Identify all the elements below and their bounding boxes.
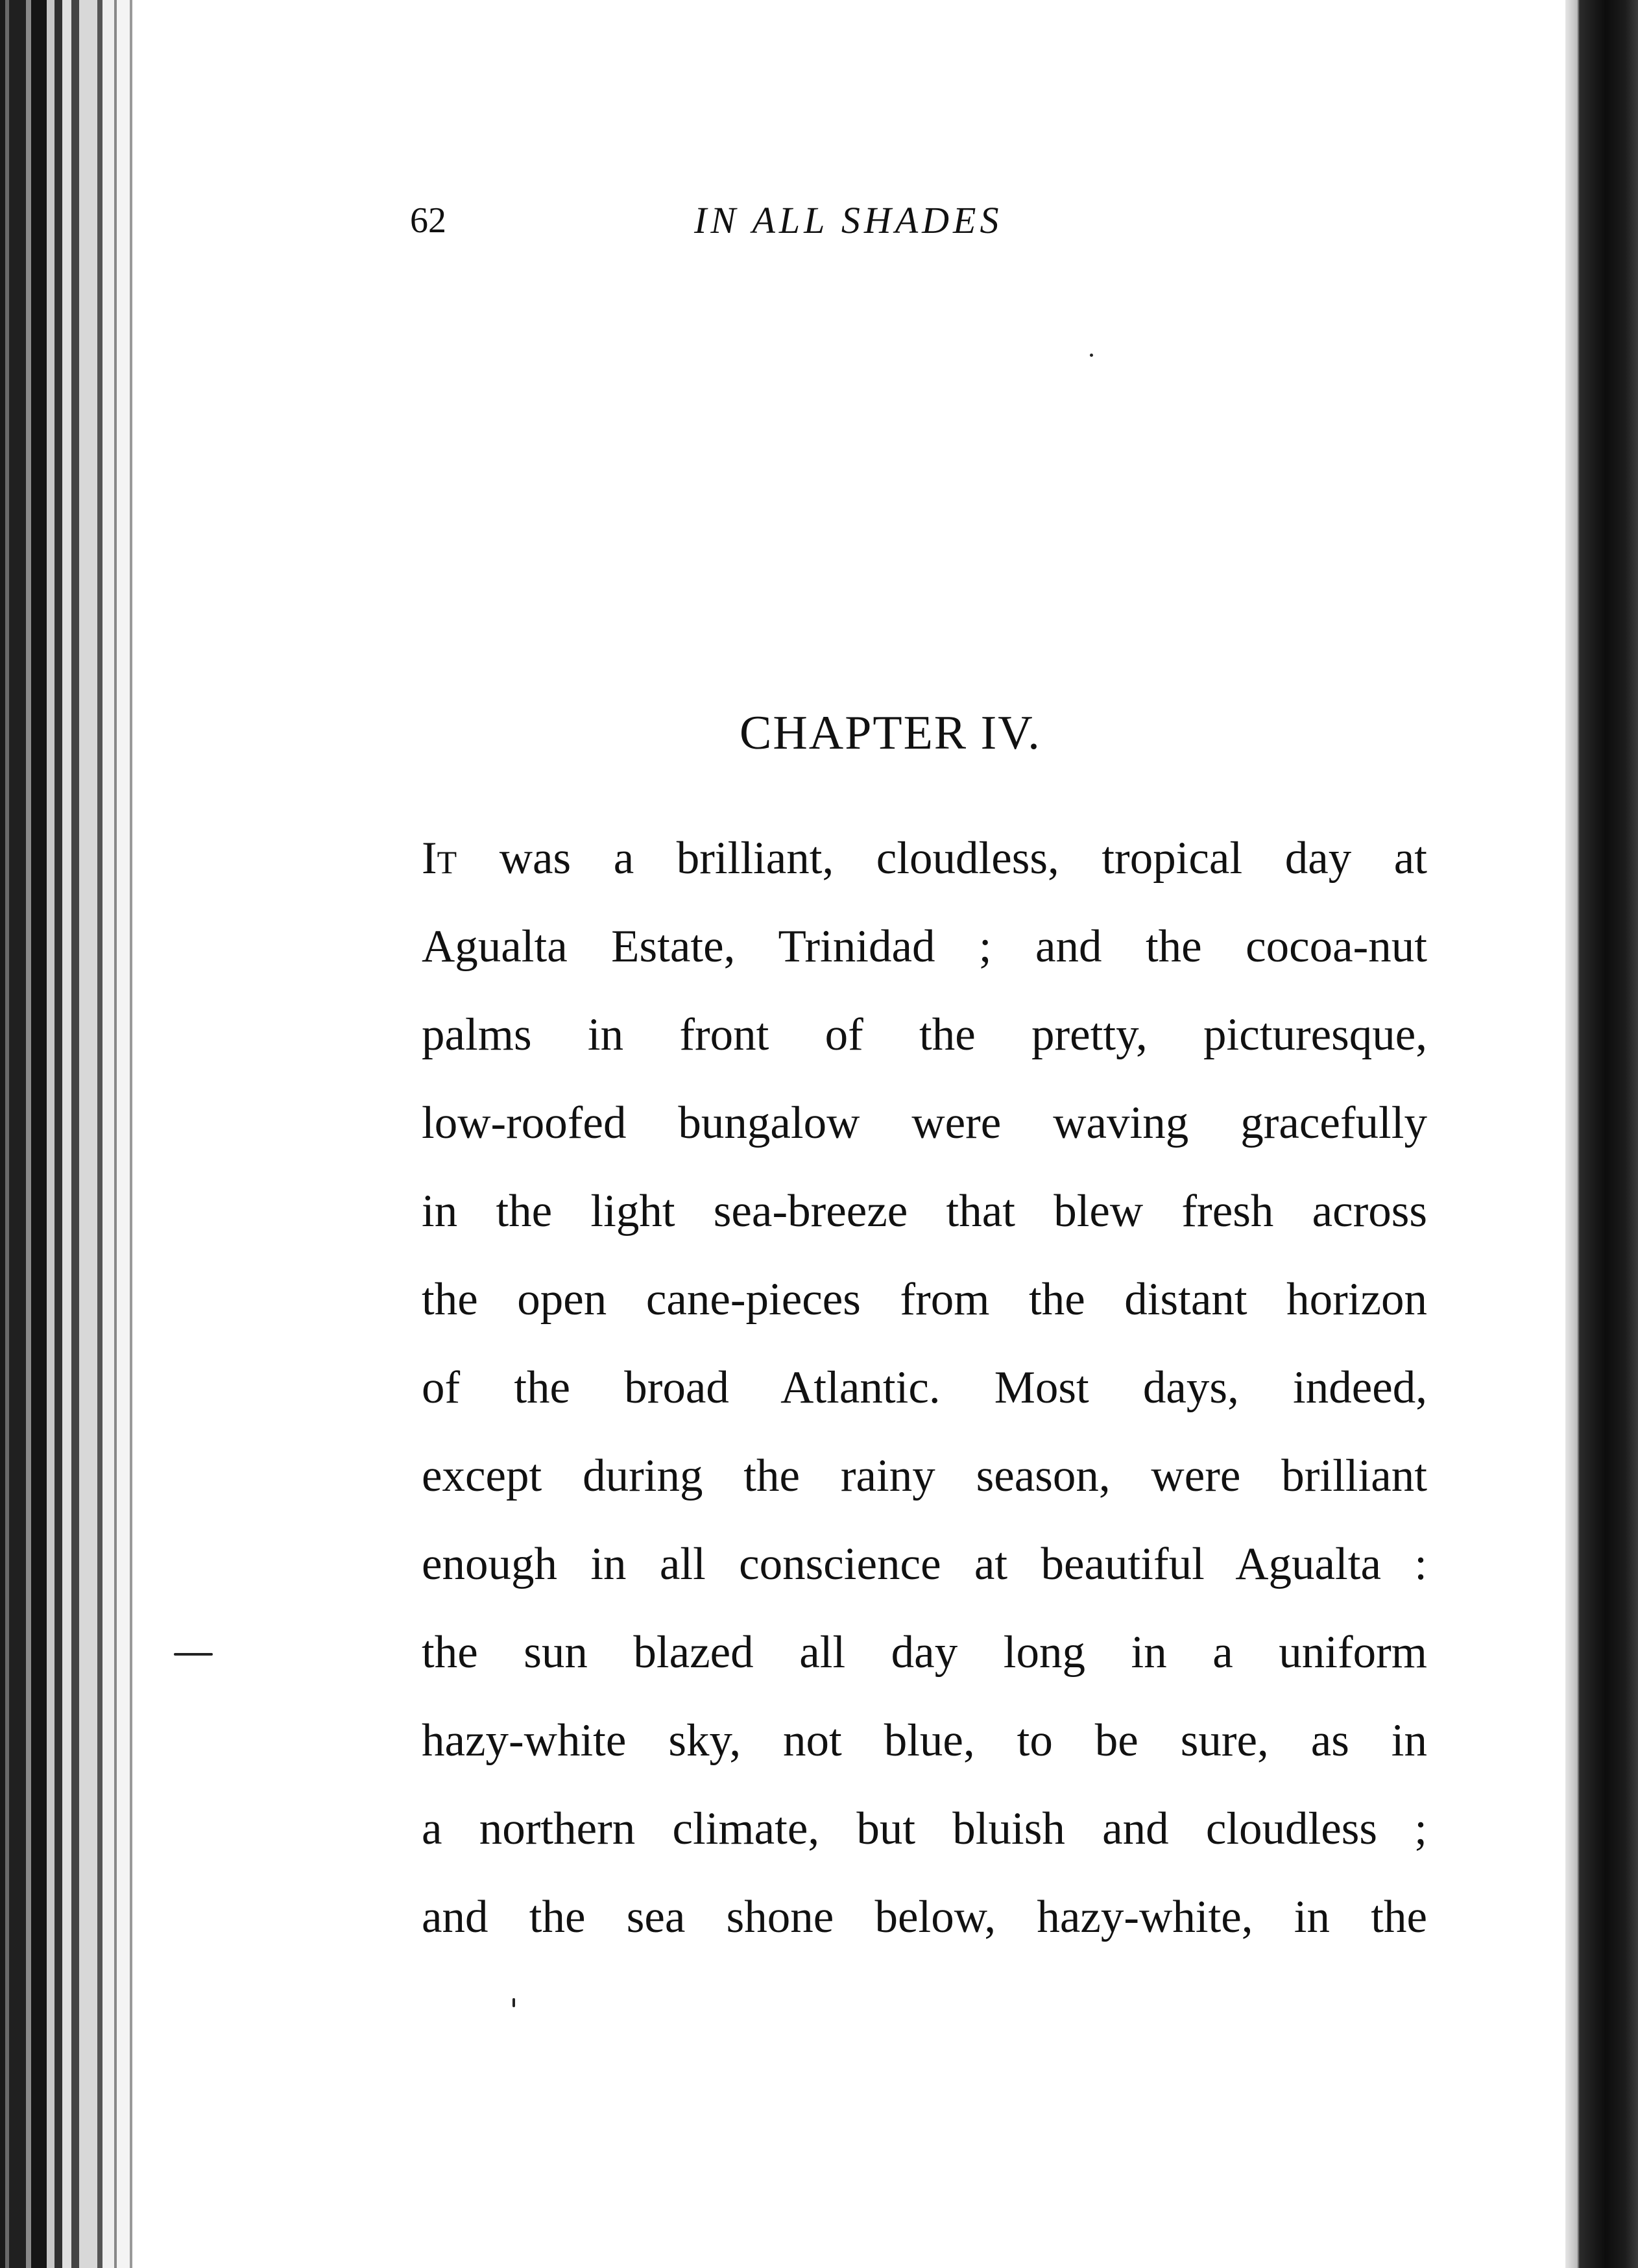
text-line-8: except during the rainy season, were brilliant: [422, 1451, 1427, 1501]
body-text: [422, 814, 1427, 1961]
chapter-heading: CHAPTER IV.: [740, 706, 1041, 760]
text-line-7: of the broad Atlantic. Most days, indeed,: [422, 1362, 1427, 1413]
text-line-9: enough in all conscience at beautiful Agualta :: [422, 1539, 1427, 1589]
initial-capital: I: [422, 833, 437, 884]
text-line-4: low-roofed bungalow were waving gracefully: [422, 1098, 1427, 1148]
running-head: [0, 195, 1638, 247]
binding-shadow-right: [1554, 0, 1638, 2268]
text-line-1: [422, 814, 1427, 902]
ink-speck: [512, 1998, 515, 2007]
text-line-2: Agualta Estate, Trinidad ; and the cocoa-nut: [422, 921, 1427, 972]
text-line-10: the sun blazed all day long in a uniform: [422, 1627, 1427, 1678]
text-line-6: the open cane-pieces from the distant horizon: [422, 1274, 1427, 1325]
text-line-3: palms in front of the pretty, picturesque,: [422, 1009, 1427, 1060]
ink-speck: [1090, 354, 1093, 357]
text-line-13: and the sea shone below, hazy-white, in the: [422, 1892, 1427, 1942]
page-number: 62: [410, 200, 446, 241]
first-line-rest: was a brilliant, cloudless, tropical day at: [457, 833, 1427, 884]
running-title: IN ALL SHADES: [694, 199, 1003, 241]
text-line-12: a northern climate, but bluish and cloudless ;: [422, 1804, 1427, 1854]
page-edges-left: [0, 0, 149, 2268]
initial-word-rest: t: [437, 833, 457, 884]
ink-speck: [174, 1653, 213, 1656]
text-line-11: hazy-white sky, not blue, to be sure, as in: [422, 1715, 1427, 1766]
text-line-5: in the light sea-breeze that blew fresh across: [422, 1186, 1427, 1237]
